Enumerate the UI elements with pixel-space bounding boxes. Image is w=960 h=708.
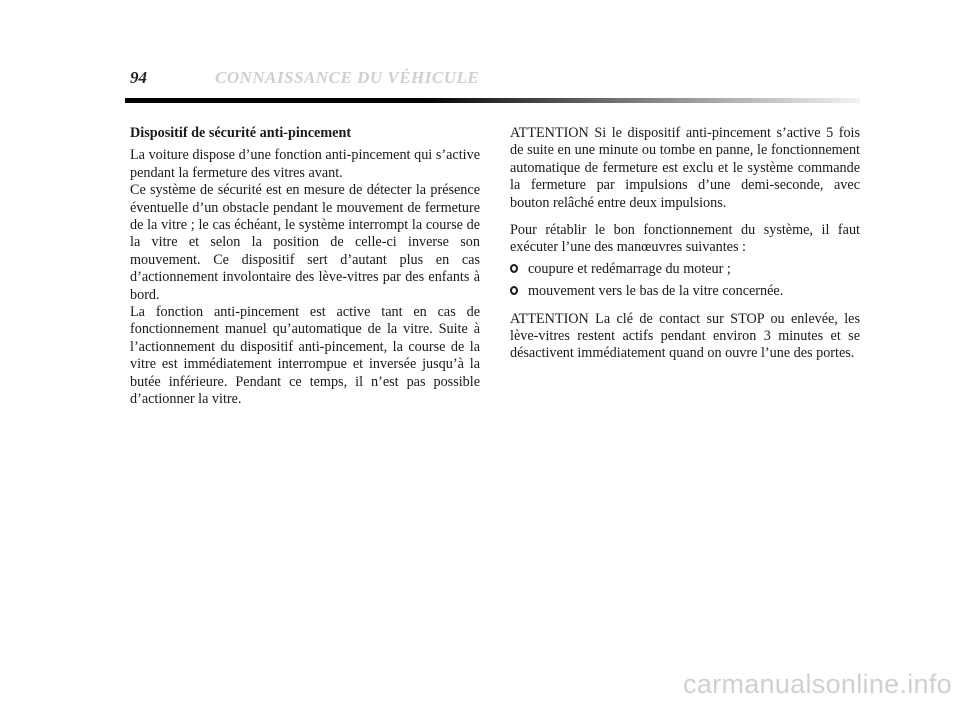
bullet-list bbox=[510, 261, 860, 301]
right-column bbox=[510, 125, 860, 363]
watermark: carmanualsonline.info bbox=[683, 669, 952, 699]
page-number: 94 bbox=[130, 68, 147, 87]
running-title: CONNAISSANCE DU VÉHICULE bbox=[215, 68, 480, 87]
section-heading: Dispositif de sécurité anti-pincement bbox=[130, 125, 352, 141]
restore-intro: Pour rétablir le bon fonctionnement du système, il faut exécuter l’une des manœuvres suivantes : bbox=[510, 222, 860, 256]
list-item bbox=[510, 283, 860, 300]
header-rule bbox=[125, 98, 860, 103]
list-item bbox=[510, 261, 860, 278]
attention-note-2: ATTENTION La clé de contact sur STOP ou enlevée, les lève-vitres restent actifs pendant environ 3 minutes et se désactivent immédiatement quand on ouvre l’une des portes. bbox=[510, 310, 860, 362]
bullet-circle-icon bbox=[510, 286, 518, 295]
list-item-text: mouvement vers le bas de la vitre concernée. bbox=[528, 283, 784, 300]
list-item-text: coupure et redémarrage du moteur ; bbox=[528, 260, 731, 277]
bullet-circle-icon bbox=[510, 264, 518, 273]
paragraph-detection: Ce système de sécurité est en mesure de détecter la présence éventuelle d’un obstacle pendant le mouvement de fermeture de la vitre ; le cas échéant, le système interrompt la course de la vitre et selon la position de celle-ci inverse son mouvement. Ce dispositif sert d’autant plus en cas d’actionnement involontaire des lève-vitres par des enfants à bord. bbox=[130, 182, 480, 303]
paragraph-intro: La voiture dispose d’une fonction anti-pincement qui s’active pendant la fermeture des vitres avant. bbox=[130, 147, 480, 181]
left-column bbox=[130, 125, 480, 409]
attention-note-1: ATTENTION Si le dispositif anti-pincement s’active 5 fois de suite en une minute ou tombe en panne, le fonctionnement automatique de fermeture est exclu et le système commande la fermeture par impulsions d’une demi-seconde, avec bouton relâché entre deux impulsions. bbox=[510, 125, 860, 211]
paragraph-operation: La fonction anti-pincement est active tant en cas de fonctionnement manuel qu’automatique de la vitre. Suite à l’actionnement du dispositif anti-pincement, la course de la vitre est immédiatement interrompue et inversée jusqu’à la butée inférieure. Pendant ce temps, il n’est pas possible d’actionner la vitre. bbox=[130, 304, 480, 408]
